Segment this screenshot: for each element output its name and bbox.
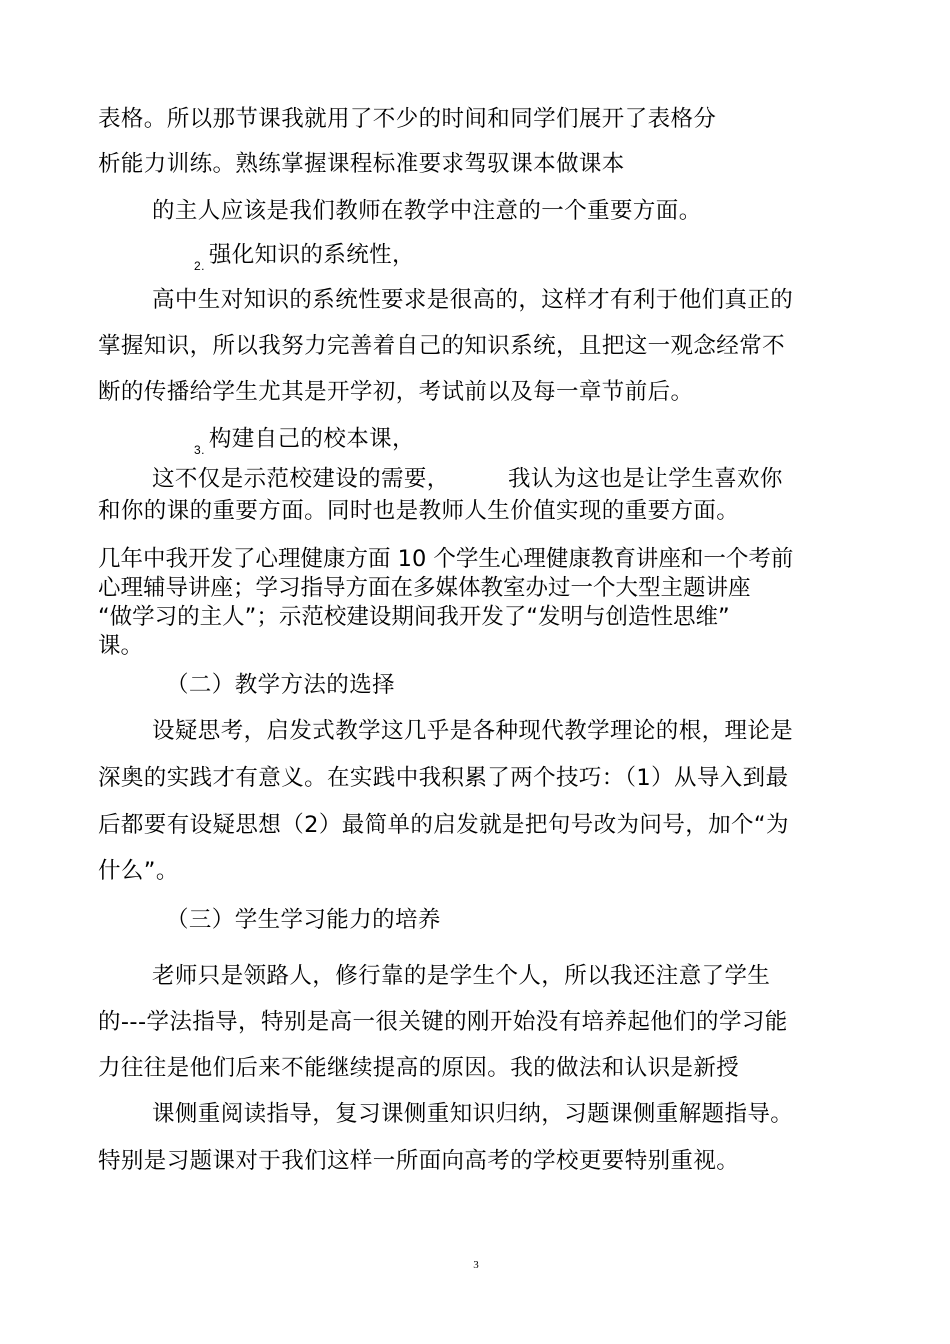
text-line: 这不仅是示范校建设的需要， — [152, 466, 450, 492]
text-line: 课侧重阅读指导，复习课侧重知识归纳，习题课侧重解题指导。 — [152, 1101, 794, 1127]
text-line: 深奥的实践才有意义。在实践中我积累了两个技巧：（1）从导入到最 — [98, 765, 789, 791]
text-line: 心理辅导讲座；学习指导方面在多媒体教室办过一个大型主题讲座 — [98, 575, 751, 601]
list-marker: 3. — [194, 443, 205, 457]
text-line: 老师只是领路人，修行靠的是学生个人，所以我还注意了学生 — [152, 963, 771, 989]
text-line: 的---学法指导，特别是高一很关键的刚开始没有培养起他们的学习能 — [98, 1009, 788, 1035]
text-line: “做学习的主人”；示范校建设期间我开发了“发明与创造性思维” — [98, 604, 730, 630]
text-line: 后都要有设疑思想（2）最简单的启发就是把句号改为问号，加个“为 — [98, 812, 789, 838]
text-line: 和你的课的重要方面。同时也是教师人生价值实现的重要方面。 — [98, 498, 740, 524]
list-marker: 2. — [194, 259, 205, 273]
text-line: 的主人应该是我们教师在教学中注意的一个重要方面。 — [152, 198, 702, 224]
list-item-text: 构建自己的校本课， — [208, 426, 415, 452]
page-number: 3 — [473, 1259, 479, 1271]
text-line: 什么”。 — [98, 858, 179, 884]
section-heading: （二）教学方法的选择 — [166, 672, 396, 698]
text-line: 析能力训练。熟练掌握课程标准要求驾驭课本做课本 — [98, 151, 625, 177]
list-item-text: 强化知识的系统性， — [208, 242, 415, 268]
text-line: 掌握知识，所以我努力完善着自己的知识系统，且把这一观念经常不 — [98, 333, 786, 359]
list-item-2 — [194, 240, 415, 281]
section-heading: （三）学生学习能力的培养 — [166, 907, 441, 933]
text-line: 几年中我开发了心理健康方面 10 个学生心理健康教育讲座和一个考前 — [98, 546, 794, 572]
text-line: 断的传播给学生尤其是开学初，考试前以及每一章节前后。 — [98, 379, 694, 405]
text-line: 表格。所以那节课我就用了不少的时间和同学们展开了表格分 — [98, 106, 717, 132]
text-line: 设疑思考，启发式教学这几乎是各种现代教学理论的根，理论是 — [152, 718, 794, 744]
text-line: 特别是习题课对于我们这样一所面向高考的学校更要特别重视。 — [98, 1148, 740, 1174]
text-line: 我认为这也是让学生喜欢你 — [508, 466, 783, 492]
text-line: 力往往是他们后来不能继续提高的原因。我的做法和认识是新授 — [98, 1055, 740, 1081]
list-item-3 — [194, 424, 415, 465]
text-line: 高中生对知识的系统性要求是很高的，这样才有利于他们真正的 — [152, 287, 794, 313]
text-line: 课。 — [98, 633, 144, 659]
